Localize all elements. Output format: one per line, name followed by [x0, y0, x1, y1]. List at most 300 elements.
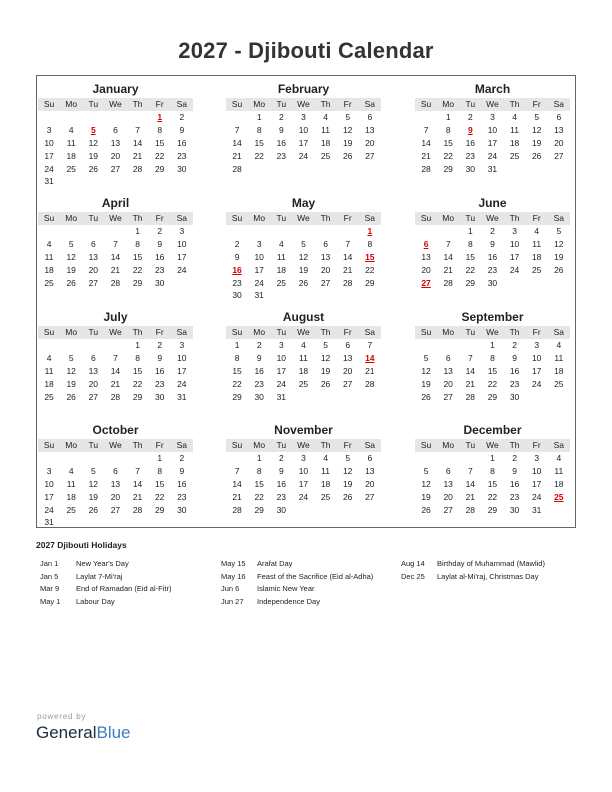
- week-row: [226, 251, 381, 264]
- day: 6: [367, 112, 373, 122]
- day: 14: [342, 251, 353, 262]
- day: 17: [531, 365, 542, 376]
- holiday-name: Birthday of Muhammad (Mawlid): [437, 559, 545, 568]
- month-name: January: [92, 82, 139, 96]
- month-name: February: [277, 82, 330, 96]
- day: 11: [66, 478, 76, 489]
- weekday-label: Th: [132, 327, 143, 337]
- day: 21: [232, 491, 242, 502]
- empty-day: [226, 225, 248, 238]
- holiday-date: Mar 9: [40, 584, 60, 593]
- weekday-label: Th: [509, 327, 520, 337]
- day: 24: [44, 163, 54, 174]
- day: 20: [554, 137, 564, 148]
- day: 8: [490, 352, 495, 363]
- weekday-label: Th: [509, 213, 520, 223]
- weekday-label: Th: [132, 213, 143, 223]
- day: 1: [135, 340, 140, 350]
- weekday-header: [226, 439, 381, 452]
- empty-day: [60, 225, 82, 238]
- day: 26: [554, 264, 564, 275]
- day: 19: [66, 264, 76, 275]
- day: 9: [234, 251, 240, 262]
- day: 10: [254, 251, 264, 262]
- weekday-label: Sa: [176, 327, 188, 337]
- weekday-label: Mo: [442, 440, 455, 450]
- day: 24: [487, 150, 498, 161]
- weekday-label: Th: [320, 327, 331, 337]
- month-january: [38, 81, 193, 188]
- day: 26: [88, 163, 99, 174]
- day: 14: [443, 251, 453, 262]
- weekday-label: Fr: [343, 213, 352, 223]
- weekday-label: Sa: [364, 99, 376, 109]
- day: 16: [276, 478, 287, 489]
- day: 8: [256, 124, 262, 135]
- day: 7: [367, 340, 373, 350]
- weekday-header: [415, 98, 570, 111]
- day: 18: [554, 478, 564, 489]
- weekday-label: Fr: [155, 440, 164, 450]
- day: 2: [278, 453, 284, 463]
- day: 18: [320, 137, 331, 148]
- day: 4: [556, 340, 562, 350]
- empty-day: [248, 225, 270, 238]
- day: 3: [46, 124, 52, 135]
- holiday-name: New Year's Day: [76, 559, 129, 568]
- day: 19: [88, 491, 99, 502]
- week-row: [226, 339, 381, 352]
- weekday-label: Mo: [65, 440, 78, 450]
- empty-day: [60, 175, 82, 188]
- day: 20: [342, 365, 353, 376]
- week-row: [415, 238, 570, 251]
- day: 8: [367, 238, 373, 249]
- empty-day: [82, 516, 104, 529]
- day: 20: [88, 264, 99, 275]
- holiday-date: May 15: [221, 559, 246, 568]
- day: 11: [554, 352, 564, 363]
- week-row: [226, 150, 381, 163]
- weekday-label: Sa: [364, 440, 376, 450]
- day: 10: [44, 137, 54, 148]
- week-row: [226, 111, 381, 124]
- holiday-name: Independence Day: [257, 596, 320, 606]
- week-row: [415, 264, 570, 277]
- empty-day: [104, 175, 126, 188]
- holiday-day: 25: [554, 491, 564, 502]
- day: 15: [487, 478, 498, 489]
- empty-day: [38, 225, 60, 238]
- weekday-label: Mo: [253, 213, 266, 223]
- empty-day: [337, 225, 359, 238]
- holiday-name: Arafat Day: [257, 559, 293, 568]
- week-row: [38, 465, 193, 478]
- day: 7: [234, 124, 240, 135]
- holiday-item: [401, 571, 581, 584]
- week-row: [226, 365, 381, 378]
- empty-day: [437, 339, 459, 352]
- day: 11: [276, 251, 286, 262]
- empty-day: [127, 516, 149, 529]
- day: 14: [232, 478, 242, 489]
- day: 27: [443, 391, 453, 402]
- weekday-label: Su: [420, 213, 432, 223]
- week-row: [226, 238, 381, 251]
- week-row: [415, 251, 570, 264]
- empty-day: [226, 452, 248, 465]
- day: 1: [490, 340, 495, 350]
- day: 8: [157, 465, 163, 476]
- month-name: November: [274, 423, 333, 437]
- week-row: [415, 137, 570, 150]
- day: 28: [232, 504, 242, 515]
- weekday-label: Su: [420, 99, 432, 109]
- weekday-header: [226, 326, 381, 339]
- day: 16: [509, 478, 520, 489]
- week-row: [38, 478, 193, 491]
- day: 7: [135, 124, 140, 135]
- weekday-label: Th: [132, 440, 143, 450]
- weekday-label: Sa: [553, 440, 565, 450]
- weekday-label: Su: [43, 99, 55, 109]
- empty-day: [548, 277, 570, 290]
- empty-day: [359, 163, 381, 176]
- day: 13: [365, 124, 375, 135]
- week-row: [415, 452, 570, 465]
- weekday-label: We: [109, 327, 122, 337]
- day: 6: [345, 340, 351, 350]
- day: 21: [421, 150, 431, 161]
- day: 19: [554, 251, 564, 262]
- day: 19: [342, 137, 353, 148]
- holiday-item: [221, 558, 401, 571]
- day: 25: [44, 391, 54, 402]
- day: 19: [421, 491, 431, 502]
- day: 16: [177, 478, 187, 489]
- week-row: [415, 124, 570, 137]
- weekday-label: Su: [420, 440, 432, 450]
- empty-day: [437, 225, 459, 238]
- day: 29: [443, 163, 453, 174]
- day: 7: [467, 352, 473, 363]
- day: 18: [320, 478, 331, 489]
- month-july: [38, 309, 193, 403]
- day: 3: [179, 340, 185, 350]
- week-row: [415, 163, 570, 176]
- day: 24: [177, 264, 187, 275]
- holiday-column: [401, 558, 581, 583]
- weekday-label: Mo: [442, 99, 455, 109]
- day: 12: [298, 251, 309, 262]
- weekday-label: We: [486, 99, 499, 109]
- day: 3: [534, 340, 540, 350]
- day: 13: [88, 365, 99, 376]
- holiday-date: Jun 6: [221, 584, 240, 593]
- day: 17: [44, 491, 54, 502]
- week-row: [38, 175, 193, 188]
- day: 26: [421, 504, 431, 515]
- holiday-day: 9: [467, 124, 473, 135]
- day: 25: [509, 150, 520, 161]
- day: 23: [254, 378, 264, 389]
- day: 15: [254, 478, 264, 489]
- day: 28: [132, 504, 143, 515]
- day: 12: [66, 251, 76, 262]
- day: 6: [90, 238, 96, 249]
- holiday-day: 1: [157, 112, 163, 122]
- day: 11: [299, 352, 308, 363]
- holiday-day: 5: [90, 124, 96, 135]
- day: 25: [44, 277, 54, 288]
- week-row: [415, 491, 570, 504]
- day: 18: [66, 491, 76, 502]
- day: 19: [66, 378, 76, 389]
- day: 6: [323, 238, 328, 249]
- weekday-label: Su: [43, 327, 55, 337]
- day: 17: [531, 478, 542, 489]
- day: 29: [254, 504, 264, 515]
- day: 8: [445, 124, 451, 135]
- day: 12: [342, 465, 353, 476]
- weekday-label: Th: [509, 99, 520, 109]
- day: 2: [467, 112, 473, 122]
- day: 20: [443, 378, 453, 389]
- week-row: [226, 378, 381, 391]
- day: 30: [154, 391, 165, 402]
- day: 5: [423, 352, 429, 363]
- day: 27: [554, 150, 564, 161]
- day: 5: [345, 112, 351, 122]
- weekday-label: Sa: [364, 213, 376, 223]
- day: 3: [301, 112, 306, 122]
- day: 15: [254, 137, 264, 148]
- day: 6: [556, 112, 562, 122]
- day: 3: [278, 340, 284, 350]
- day: 12: [88, 137, 99, 148]
- day: 15: [443, 137, 453, 148]
- day: 7: [345, 238, 351, 249]
- day: 18: [509, 137, 520, 148]
- day: 6: [90, 352, 96, 363]
- weekday-label: Mo: [65, 213, 78, 223]
- day: 4: [46, 352, 52, 363]
- empty-day: [60, 516, 82, 529]
- day: 11: [532, 238, 542, 249]
- day: 27: [365, 150, 375, 161]
- day: 4: [534, 226, 540, 236]
- week-row: [415, 150, 570, 163]
- day: 24: [177, 378, 187, 389]
- day: 12: [554, 238, 564, 249]
- day: 23: [276, 150, 287, 161]
- day: 9: [179, 465, 185, 476]
- brand-logo[interactable]: [36, 723, 131, 743]
- day: 30: [465, 163, 476, 174]
- day: 13: [443, 365, 453, 376]
- weekday-label: Sa: [553, 327, 565, 337]
- week-row: [226, 465, 381, 478]
- holiday-item: [221, 571, 401, 584]
- empty-day: [292, 391, 314, 404]
- day: 17: [487, 137, 498, 148]
- day: 5: [534, 112, 540, 122]
- day: 15: [132, 365, 143, 376]
- day: 25: [298, 378, 309, 389]
- empty-day: [459, 452, 481, 465]
- empty-day: [60, 111, 82, 124]
- day: 5: [323, 340, 328, 350]
- day: 27: [88, 391, 99, 402]
- week-row: [38, 251, 193, 264]
- day: 30: [177, 504, 187, 515]
- weekday-label: Fr: [155, 327, 164, 337]
- week-row: [226, 391, 381, 404]
- day: 24: [531, 378, 542, 389]
- day: 3: [490, 112, 495, 122]
- empty-day: [337, 391, 359, 404]
- day: 30: [487, 277, 498, 288]
- empty-day: [248, 163, 270, 176]
- empty-day: [459, 339, 481, 352]
- holiday-name: Labour Day: [76, 596, 115, 606]
- day: 29: [465, 277, 476, 288]
- day: 23: [465, 150, 476, 161]
- empty-day: [127, 175, 149, 188]
- day: 12: [421, 365, 431, 376]
- week-row: [38, 452, 193, 465]
- empty-day: [337, 289, 359, 302]
- day: 14: [465, 478, 476, 489]
- empty-day: [415, 452, 437, 465]
- day: 22: [154, 491, 165, 502]
- empty-day: [315, 289, 337, 302]
- weekday-label: Fr: [155, 213, 164, 223]
- powered-by-label: powered by: [37, 712, 87, 721]
- day: 9: [490, 238, 495, 249]
- empty-day: [359, 504, 381, 517]
- day: 27: [320, 277, 331, 288]
- day: 19: [531, 137, 542, 148]
- week-row: [38, 277, 193, 290]
- day: 15: [154, 478, 165, 489]
- day: 20: [365, 478, 375, 489]
- holiday-item: [401, 558, 581, 571]
- day: 25: [320, 491, 331, 502]
- empty-day: [38, 452, 60, 465]
- empty-day: [526, 277, 548, 290]
- day: 26: [66, 277, 76, 288]
- day: 8: [157, 124, 163, 135]
- day: 4: [512, 112, 517, 122]
- day: 30: [509, 391, 520, 402]
- weekday-label: Fr: [532, 99, 541, 109]
- day: 22: [232, 378, 242, 389]
- day: 27: [443, 504, 453, 515]
- month-june: [415, 195, 570, 289]
- empty-day: [171, 175, 193, 188]
- weekday-label: Mo: [253, 327, 266, 337]
- week-row: [38, 491, 193, 504]
- week-row: [226, 163, 381, 176]
- month-march: [415, 81, 570, 175]
- weekday-label: Su: [231, 440, 243, 450]
- week-row: [38, 111, 193, 124]
- weekday-header: [38, 98, 193, 111]
- empty-day: [104, 111, 126, 124]
- week-row: [226, 124, 381, 137]
- day: 23: [509, 491, 520, 502]
- empty-day: [504, 163, 526, 176]
- weekday-header: [226, 98, 381, 111]
- weekday-label: Fr: [532, 213, 541, 223]
- day: 24: [298, 150, 309, 161]
- month-february: [226, 81, 381, 175]
- day: 9: [256, 352, 262, 363]
- holiday-name: Feast of the Sacrifice (Eid al-Adha): [257, 571, 374, 581]
- day: 28: [342, 277, 353, 288]
- day: 31: [487, 163, 498, 174]
- day: 29: [365, 277, 375, 288]
- weekday-label: We: [486, 213, 499, 223]
- weekday-label: Sa: [176, 99, 188, 109]
- weekday-label: Su: [43, 440, 55, 450]
- day: 18: [531, 251, 542, 262]
- day: 8: [467, 238, 473, 249]
- week-row: [226, 504, 381, 517]
- week-row: [226, 289, 381, 302]
- day: 13: [554, 124, 564, 135]
- day: 14: [421, 137, 431, 148]
- day: 29: [232, 391, 242, 402]
- day: 27: [88, 277, 99, 288]
- day: 1: [467, 226, 473, 236]
- weekday-label: Th: [320, 213, 331, 223]
- day: 15: [487, 365, 498, 376]
- day: 3: [534, 453, 540, 463]
- empty-day: [60, 339, 82, 352]
- week-row: [415, 504, 570, 517]
- holiday-item: [40, 558, 220, 571]
- empty-day: [82, 111, 104, 124]
- day: 21: [110, 264, 121, 275]
- empty-day: [82, 339, 104, 352]
- holiday-date: Jan 5: [40, 571, 59, 581]
- day: 20: [365, 137, 375, 148]
- day: 12: [88, 478, 99, 489]
- weekday-label: Th: [132, 99, 143, 109]
- day: 16: [177, 137, 187, 148]
- weekday-label: We: [486, 327, 499, 337]
- week-row: [226, 277, 381, 290]
- day: 18: [276, 264, 287, 275]
- day: 3: [512, 226, 517, 236]
- day: 31: [177, 391, 187, 402]
- day: 4: [278, 238, 284, 249]
- holiday-date: Dec 25: [401, 571, 425, 581]
- day: 24: [276, 378, 287, 389]
- day: 2: [157, 340, 163, 350]
- day: 8: [234, 352, 240, 363]
- weekday-label: Su: [420, 327, 432, 337]
- day: 5: [68, 238, 74, 249]
- day: 11: [66, 137, 76, 148]
- day: 7: [445, 238, 451, 249]
- month-may: [226, 195, 381, 302]
- week-row: [226, 225, 381, 238]
- week-row: [38, 163, 193, 176]
- day: 20: [110, 150, 121, 161]
